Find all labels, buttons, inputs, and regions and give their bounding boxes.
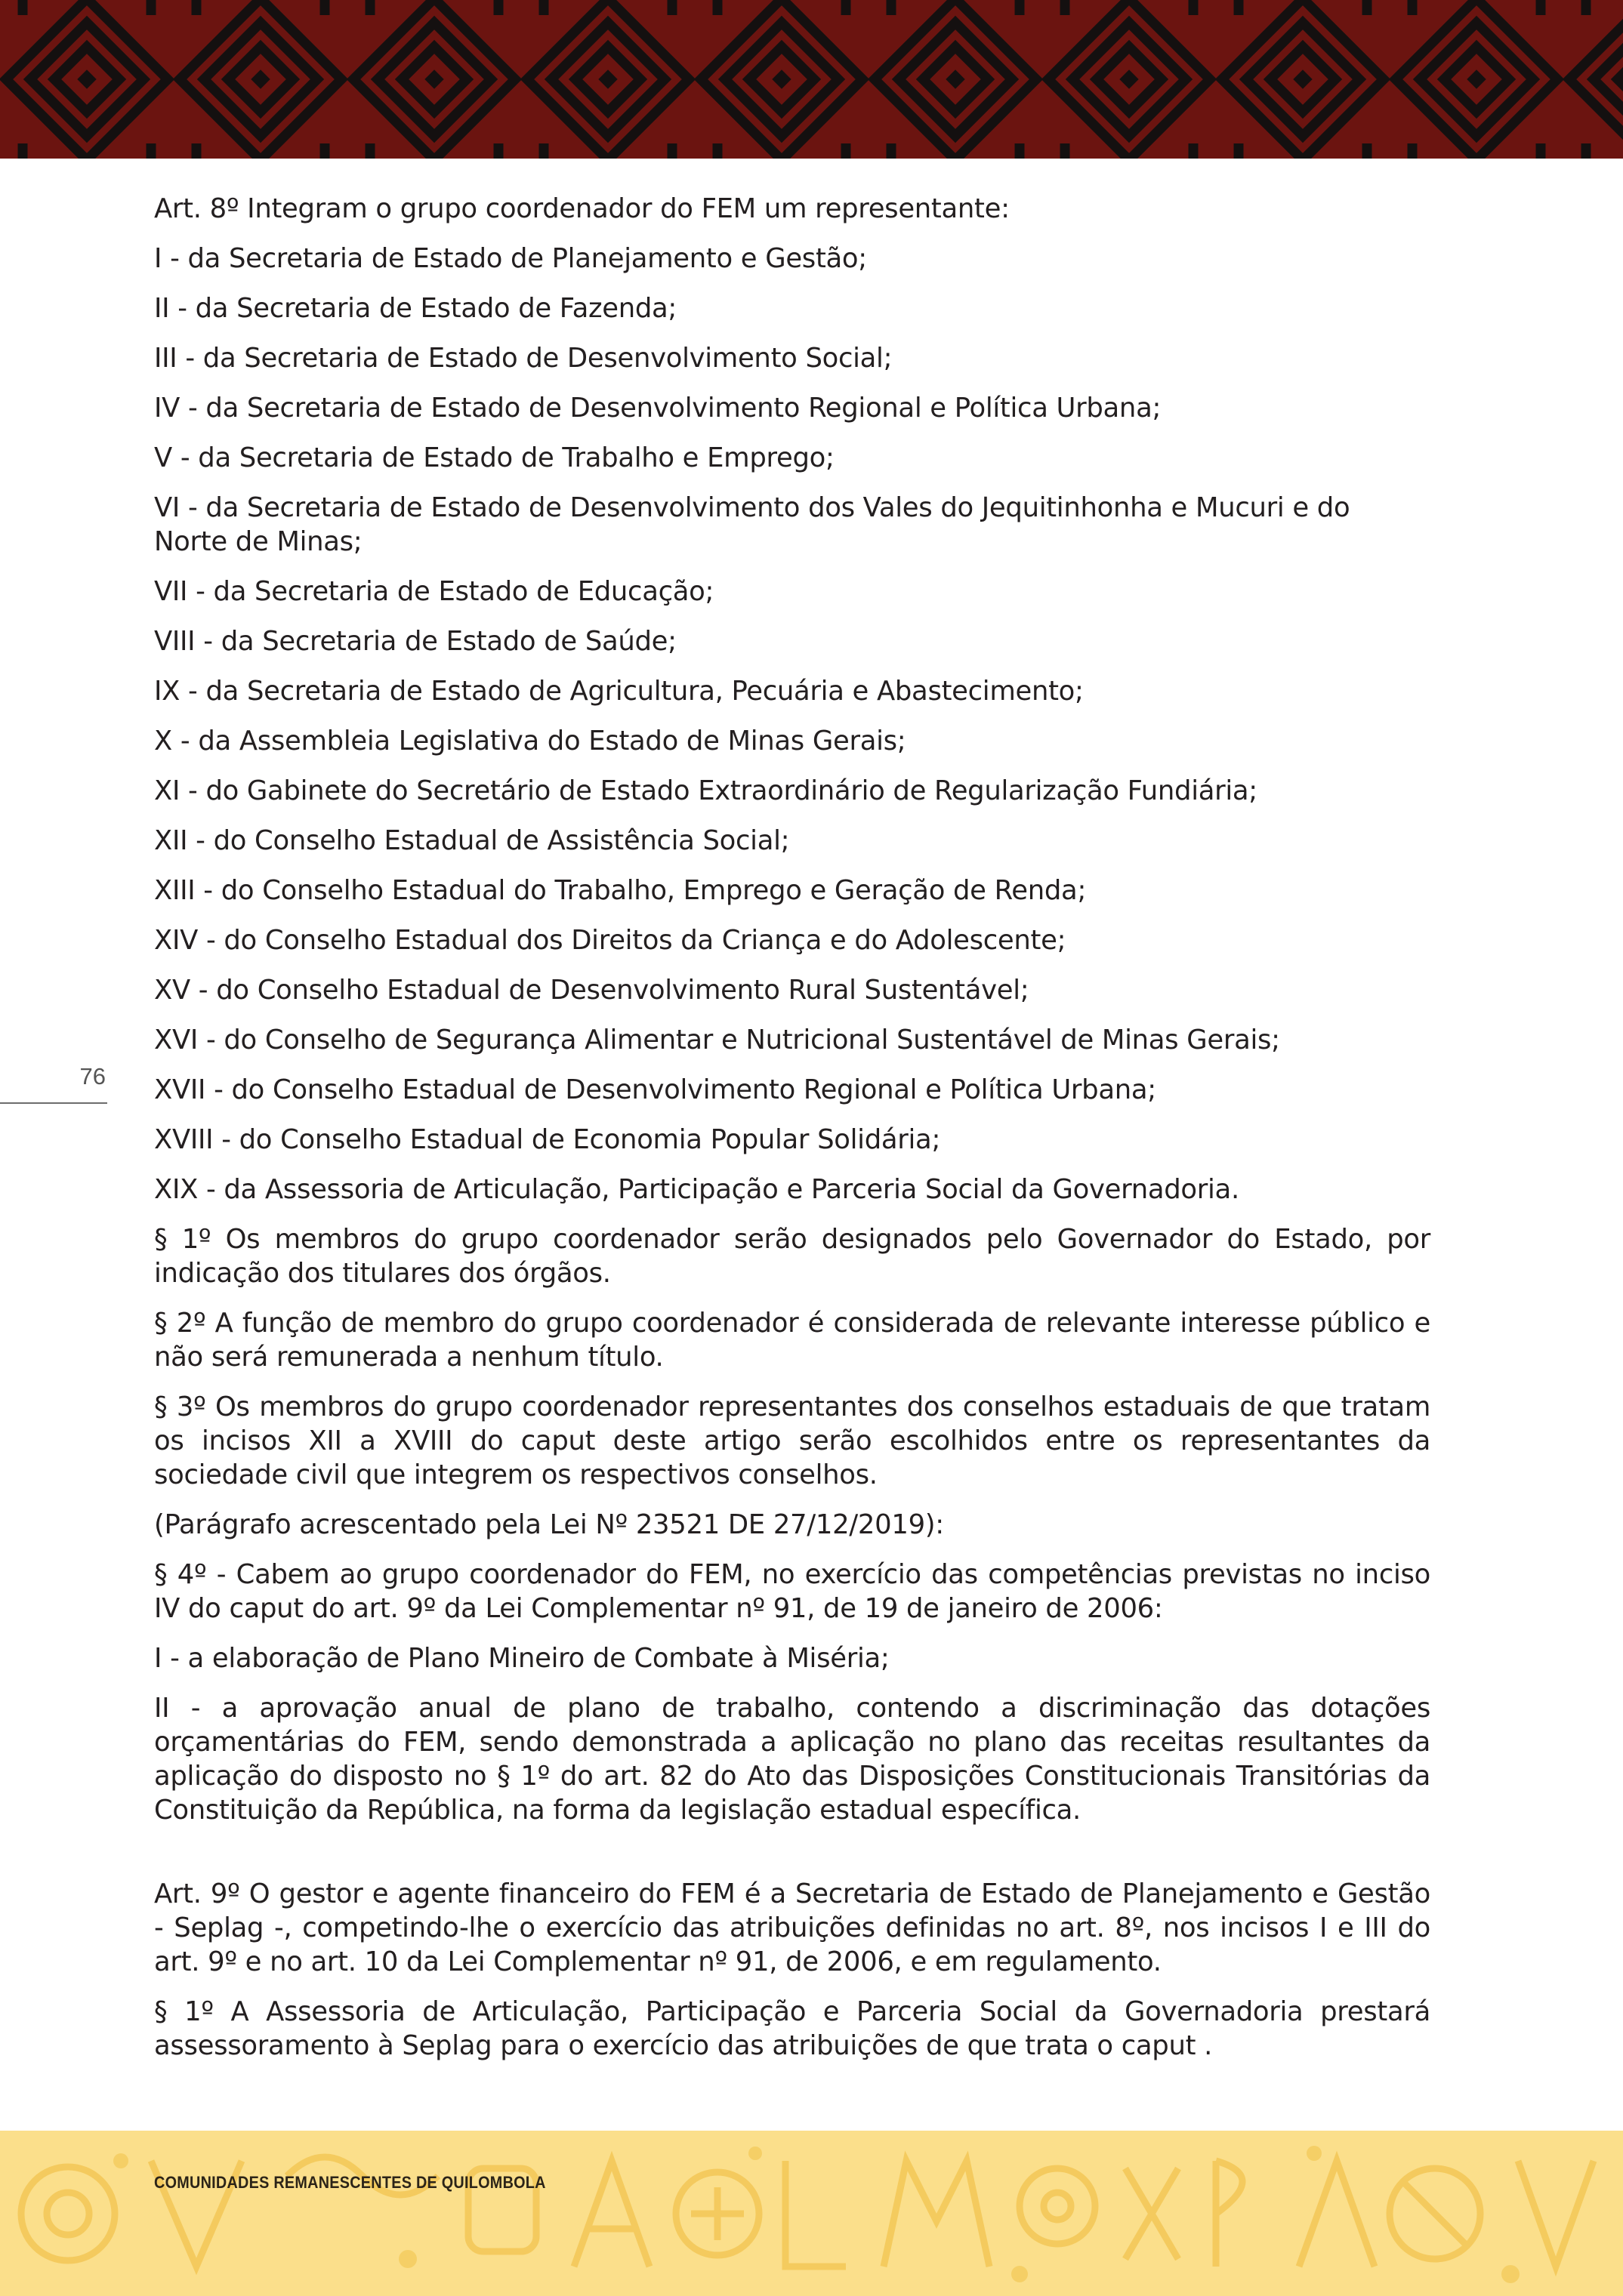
paragraph-section: § 1º Os membros do grupo coordenador serão designados pelo Governador do Estado, por indicação dos titulares dos órgãos. — [154, 1224, 1430, 1289]
list-item: I - a elaboração de Plano Mineiro de Combate à Miséria; — [154, 1643, 890, 1674]
article-9-heading: Art. 9º O gestor e agente financeiro do FEM é a Secretaria de Estado de Planejamento e Gestão - Seplag -, competindo-lhe o exercício das atribuições definidas no art. 8º, nos incisos I e III do art. 9º e no art. 10 da Lei Complementar nº 91, de 2006, e em regulamento. — [154, 1878, 1430, 1977]
list-item: XIV - do Conselho Estadual dos Direitos da Criança e do Adolescente; — [154, 925, 1066, 956]
list-item: V - da Secretaria de Estado de Trabalho e Emprego; — [154, 442, 835, 473]
list-item: XII - do Conselho Estadual de Assistência Social; — [154, 825, 790, 856]
list-item: VII - da Secretaria de Estado de Educação; — [154, 576, 714, 607]
list-item: XVII - do Conselho Estadual de Desenvolvimento Regional e Política Urbana; — [154, 1074, 1156, 1105]
article-8-heading: Art. 8º Integram o grupo coordenador do FEM um representante: — [154, 193, 1010, 224]
list-item: II - a aprovação anual de plano de trabalho, contendo a discriminação das dotações orçamentárias do FEM, sendo demonstrada a aplicação no plano das receitas resultantes da aplicação do disposto no § 1º do art. 82 do Ato das Disposições Constitucionais Transitórias da Constituição da República, na forma da legislação estadual específica. — [154, 1693, 1430, 1826]
list-item: II - da Secretaria de Estado de Fazenda; — [154, 293, 677, 324]
paragraph-section: § 2º A função de membro do grupo coordenador é considerada de relevante interesse público e não será remunerada a nenhum título. — [154, 1308, 1430, 1373]
list-item: III - da Secretaria de Estado de Desenvolvimento Social; — [154, 343, 893, 374]
header-geometric-pattern — [0, 0, 1623, 159]
list-item: XIX - da Assessoria de Articulação, Participação e Parceria Social da Governadoria. — [154, 1174, 1239, 1205]
list-item: XVI - do Conselho de Segurança Alimentar e Nutricional Sustentável de Minas Gerais; — [154, 1025, 1280, 1056]
paragraph-section: § 3º Os membros do grupo coordenador representantes dos conselhos estaduais de que tratam os incisos XII a XVIII do caput deste artigo serão escolhidos entre os representantes da sociedade civil que integrem os respectivos conselhos. — [154, 1391, 1430, 1490]
page-number: 76 — [79, 1063, 106, 1089]
list-item: XV - do Conselho Estadual de Desenvolvimento Rural Sustentável; — [154, 975, 1029, 1006]
footer-decorative-pattern — [0, 2131, 1623, 2296]
paragraph-section: § 1º A Assessoria de Articulação, Participação e Parceria Social da Governadoria prestará assessoramento à Seplag para o exercício das atribuições de que trata o caput . — [154, 1996, 1430, 2061]
list-item: XVIII - do Conselho Estadual de Economia Popular Solidária; — [154, 1124, 941, 1155]
amendment-note: (Parágrafo acrescentado pela Lei Nº 23521 DE 27/12/2019): — [154, 1509, 944, 1540]
list-item: XIII - do Conselho Estadual do Trabalho, Emprego e Geração de Renda; — [154, 875, 1087, 906]
paragraph-section: § 4º - Cabem ao grupo coordenador do FEM, no exercício das competências previstas no inciso IV do caput do art. 9º da Lei Complementar nº 91, de 19 de janeiro de 2006: — [154, 1559, 1430, 1624]
list-item: XI - do Gabinete do Secretário de Estado Extraordinário de Regularização Fundiária; — [154, 775, 1257, 806]
footer-band — [0, 2131, 1623, 2296]
footer-title: COMUNIDADES REMANESCENTES DE QUILOMBOLA — [154, 2173, 546, 2192]
list-item: IX - da Secretaria de Estado de Agricultura, Pecuária e Abastecimento; — [154, 676, 1084, 707]
list-item: IV - da Secretaria de Estado de Desenvolvimento Regional e Política Urbana; — [154, 393, 1162, 424]
header-pattern-band — [0, 0, 1623, 159]
document-body — [154, 192, 1430, 2079]
list-item: X - da Assembleia Legislativa do Estado de Minas Gerais; — [154, 726, 906, 757]
page-number-rule — [0, 1102, 107, 1104]
list-item: VIII - da Secretaria de Estado de Saúde; — [154, 626, 677, 657]
list-item: VI - da Secretaria de Estado de Desenvolvimento dos Vales do Jequitinhonha e Mucuri e do Norte de Minas; — [154, 492, 1350, 557]
list-item: I - da Secretaria de Estado de Planejamento e Gestão; — [154, 243, 867, 274]
